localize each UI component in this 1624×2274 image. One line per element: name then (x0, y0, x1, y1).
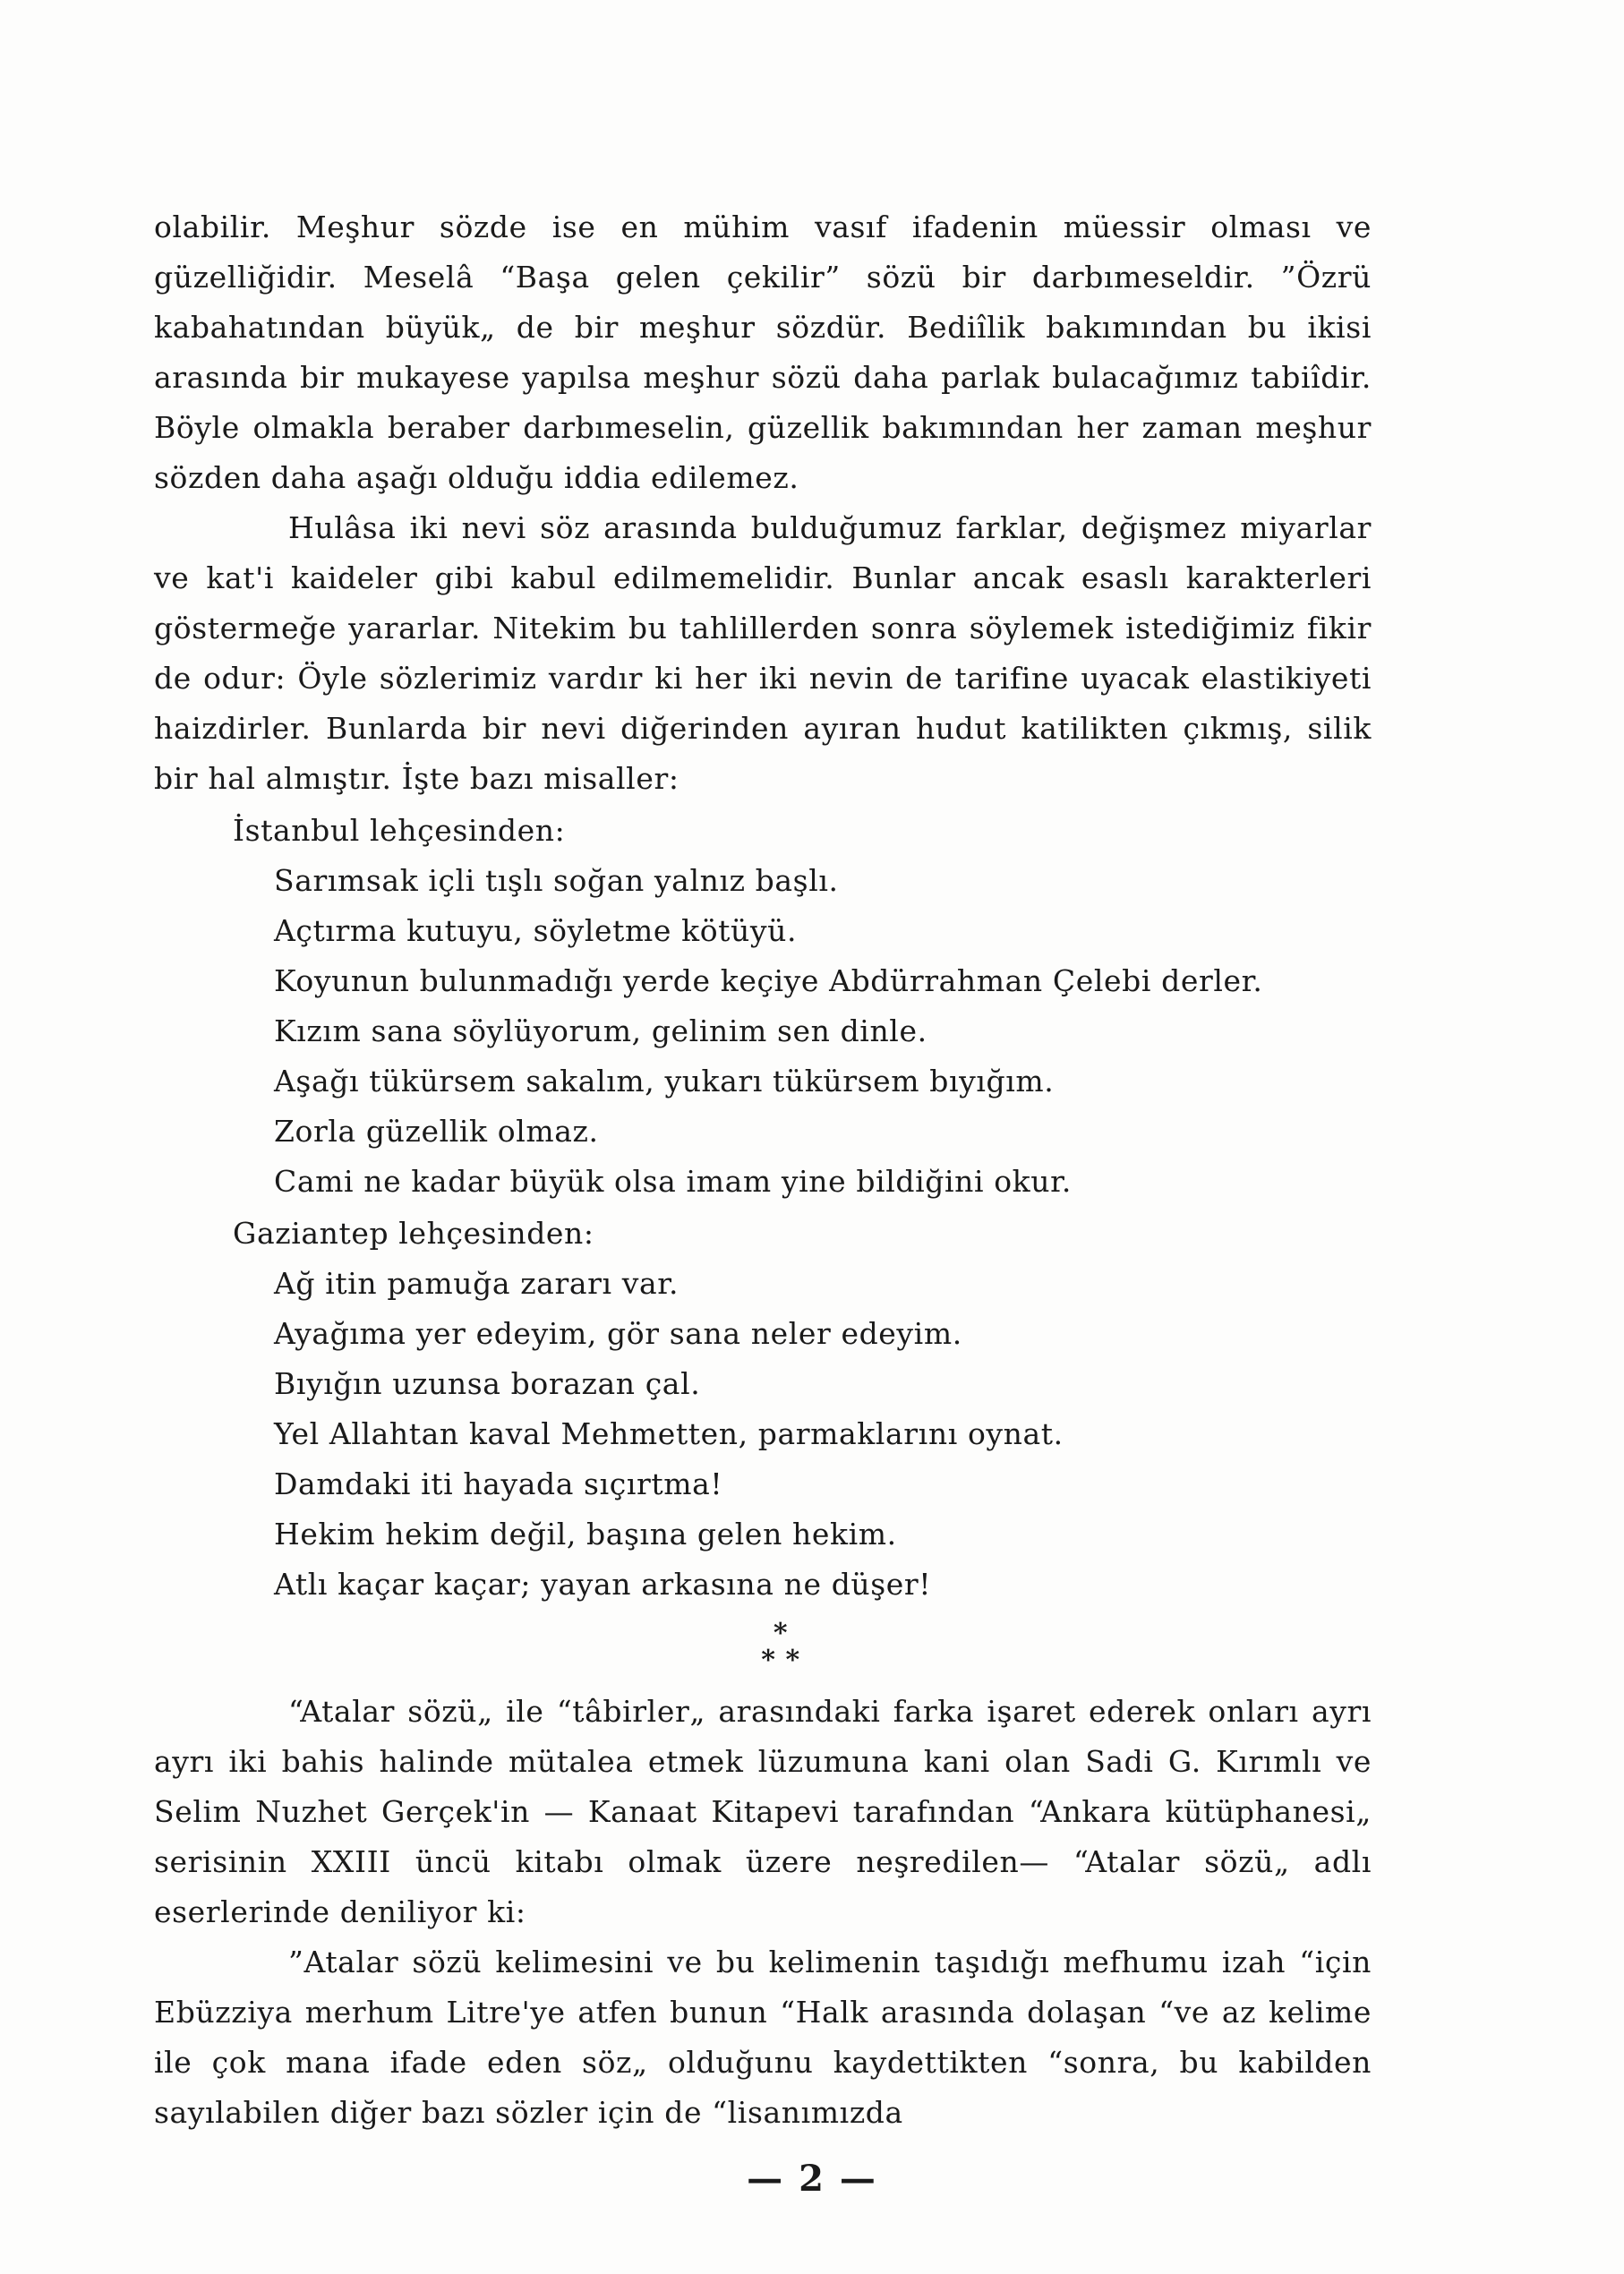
istanbul-heading: İstanbul lehçesinden: (233, 813, 566, 848)
separator-star-top: * (773, 1618, 789, 1649)
saying-line: Yel Allahtan kaval Mehmetten, parmaklarını oynat. (274, 1416, 1064, 1451)
saying-line: Hekim hekim değil, başına gelen hekim. (274, 1517, 897, 1552)
page-number: — 2 — (747, 2158, 877, 2200)
saying-line: Damdaki iti hayada sıçırtma! (274, 1466, 723, 1501)
saying-line: Sarımsak içli tışlı soğan yalnız başlı. (274, 863, 839, 898)
paragraph-3: “Atalar sözü„ ile “tâbirler„ arasındaki farka işaret ederek onları ayrı ayrı iki bahis halinde mütalea etmek lüzumuna kani olan Sadi G. Kırımlı ve Selim Nuzhet Gerçek'in — Kanaat Kitapevi tarafından “Ankara kütüphanesi„ serisinin XXIII üncü kitabı olmak üzere neşredilen— “Atalar sözü„ adlı eserlerinde deniliyor ki: (154, 1694, 1372, 1929)
saying-line: Atlı kaçar kaçar; yayan arkasına ne düşer! (274, 1567, 932, 1602)
saying-line: Kızım sana söylüyorum, gelinim sen dinle. (274, 1013, 927, 1048)
saying-line: Bıyığın uzunsa borazan çal. (274, 1366, 701, 1401)
body-text (154, 202, 1372, 2138)
saying-line: Açtırma kutuyu, söyletme kötüyü. (274, 913, 798, 948)
saying-line: Cami ne kadar büyük olsa imam yine bildiğini okur. (274, 1164, 1072, 1199)
istanbul-sayings-list (154, 856, 1372, 1207)
saying-line: Aşağı tükürsem sakalım, yukarı tükürsem bıyığım. (274, 1064, 1055, 1099)
separator-stars-bottom: * * (761, 1645, 800, 1676)
saying-line: Zorla güzellik olmaz. (274, 1114, 599, 1149)
saying-line: Koyunun bulunmadığı yerde keçiye Abdürrahman Çelebi derler. (274, 963, 1263, 998)
section-separator (154, 1620, 1372, 1674)
saying-line: Ayağıma yer edeyim, gör sana neler edeyim. (274, 1316, 962, 1351)
paragraph-2: Hulâsa iki nevi söz arasında bulduğumuz farklar, değişmez miyarlar ve kat'i kaideler gibi kabul edilmemelidir. Bunlar ancak esaslı karakterleri göstermeğe yararlar. Nitekim bu tahlillerden sonra söylemek istediğimiz fikir de odur: Öyle sözlerimiz vardır ki her iki nevin de tarifine uyacak elastikiyeti haizdirler. Bunlarda bir nevi diğerinden ayıran hudut katilikten çıkmış, silik bir hal almıştır. İşte bazı misaller: (154, 510, 1372, 796)
paragraph-1: olabilir. Meşhur sözde ise en mühim vasıf ifadenin müessir olması ve güzelliğidir. Meselâ “Başa gelen çekilir” sözü bir darbımeseldir. ”Özrü kabahatından büyük„ de bir meşhur sözdür. Bediîlik bakımından bu ikisi arasında bir mukayese yapılsa meşhur sözü daha parlak bulacağımız tabiîdir. Böyle olmakla beraber darbımeselin, güzellik bakımından her zaman meşhur sözden daha aşağı olduğu iddia edilemez. (154, 209, 1372, 495)
gaziantep-sayings-list (154, 1259, 1372, 1610)
saying-line: Ağ itin pamuğa zararı var. (274, 1266, 680, 1301)
paragraph-4: ”Atalar sözü kelimesini ve bu kelimenin taşıdığı mefhumu izah “için Ebüzziya merhum Litre'ye atfen bunun “Halk arasında dolaşan “ve az kelime ile çok mana ifade eden söz„ olduğunu kaydettikten “sonra, bu kabilden sayılabilen diğer bazı sözler için de “lisanımızda (154, 1945, 1372, 2130)
gaziantep-heading: Gaziantep lehçesinden: (233, 1216, 594, 1251)
